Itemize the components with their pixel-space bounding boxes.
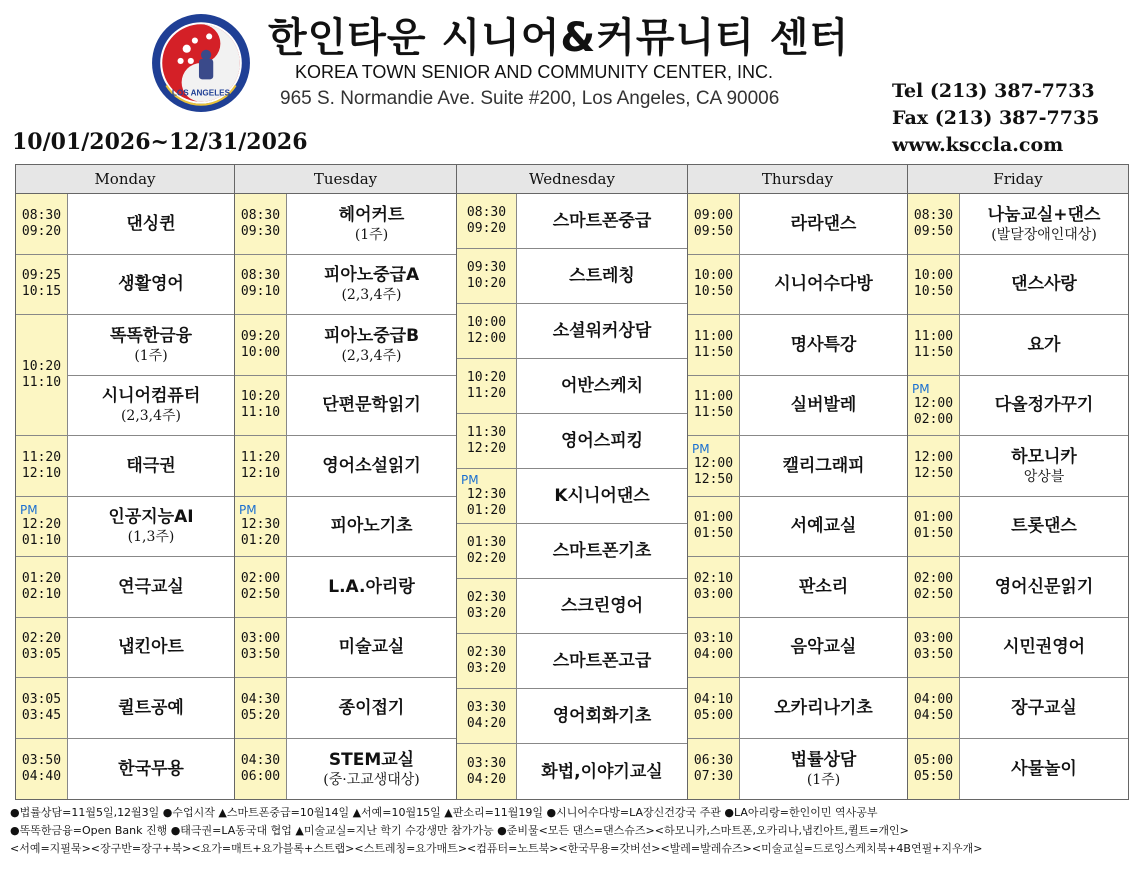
class-title: 스마트폰기초 xyxy=(552,541,652,561)
class-note: (1주) xyxy=(806,771,841,788)
start-time: 03:30 xyxy=(466,755,507,771)
end-time: 10:15 xyxy=(21,284,62,300)
end-time: 02:50 xyxy=(913,586,954,602)
class-name xyxy=(287,194,456,254)
note-line: ●법률상담=11월5일,12월3일 ●수업시작 ▲스마트폰중급=10월14일 ▲서예=10월15일 ▲판소리=11월19일 ●시니어수다방=LA장신건강국 주관 ●LA아리랑=한인이민 역사공부 xyxy=(10,806,878,819)
start-time: 10:00 xyxy=(466,315,507,330)
class-title: 태극권 xyxy=(126,455,176,476)
class-name xyxy=(740,497,907,557)
start-time: 09:20 xyxy=(240,328,281,344)
day-header: Wednesday xyxy=(457,165,687,194)
class-title: 댄스사랑 xyxy=(1011,274,1077,295)
class-name xyxy=(960,376,1128,436)
class-name xyxy=(68,557,234,617)
pm-marker: PM xyxy=(912,381,930,396)
start-time: 11:30 xyxy=(466,425,507,440)
class-title: 화법,이야기교실 xyxy=(541,761,663,782)
end-time: 09:20 xyxy=(466,221,507,236)
class-name xyxy=(740,315,907,375)
class-name xyxy=(960,497,1128,557)
class-title: 스마트폰중급 xyxy=(552,211,652,231)
time-cell xyxy=(235,557,287,618)
class-title: 똑똑한금융 xyxy=(109,325,193,346)
start-time: 10:00 xyxy=(693,268,734,284)
start-time: 04:30 xyxy=(240,752,281,768)
pm-marker: PM xyxy=(239,502,257,517)
class-name xyxy=(740,436,907,496)
start-time: 02:00 xyxy=(913,570,954,586)
end-time: 03:50 xyxy=(913,647,954,663)
end-time: 11:50 xyxy=(693,405,734,421)
class-title: 피아노중급B xyxy=(323,325,420,346)
class-title: 퀼트공예 xyxy=(118,697,184,718)
end-time: 06:00 xyxy=(240,768,281,784)
class-title: 소셜워커상담 xyxy=(552,321,652,341)
class-name xyxy=(68,255,234,315)
day-header: Monday xyxy=(16,165,234,194)
time-cell xyxy=(16,618,68,679)
class-title: 단편문학읽기 xyxy=(322,395,421,416)
class-title: 생활영어 xyxy=(118,274,184,295)
class-title: 트롯댄스 xyxy=(1011,516,1077,537)
start-time: 02:30 xyxy=(466,645,507,660)
class-name xyxy=(287,497,456,557)
time-cell xyxy=(16,315,68,436)
day-column-monday xyxy=(16,165,234,799)
class-title: 미술교실 xyxy=(338,637,405,658)
end-time: 07:30 xyxy=(693,768,734,784)
time-cell xyxy=(688,739,740,800)
time-cell xyxy=(457,469,517,524)
class-name xyxy=(740,255,907,315)
start-time: 03:05 xyxy=(21,691,62,707)
class-title: L.A.아리랑 xyxy=(328,576,415,597)
start-time: 04:00 xyxy=(913,691,954,707)
end-time: 10:50 xyxy=(693,284,734,300)
end-time: 01:50 xyxy=(693,526,734,542)
fax: Fax (213) 387-7735 xyxy=(892,107,1100,129)
end-time: 03:45 xyxy=(21,707,62,723)
class-title: 영어회화기초 xyxy=(552,706,652,726)
time-cell xyxy=(16,436,68,497)
start-time: 08:30 xyxy=(21,207,62,223)
end-time: 01:20 xyxy=(466,502,507,518)
class-title: 장구교실 xyxy=(1011,697,1077,718)
end-time: 04:20 xyxy=(466,771,507,787)
class-title: 연극교실 xyxy=(118,576,184,597)
end-time: 09:30 xyxy=(240,223,281,239)
time-cell xyxy=(688,497,740,558)
class-name xyxy=(287,376,456,436)
start-time: 09:30 xyxy=(466,260,507,275)
end-time: 04:50 xyxy=(913,707,954,723)
class-name xyxy=(517,359,687,413)
time-cell xyxy=(908,436,960,497)
end-time: 02:00 xyxy=(913,411,954,427)
start-time: 09:25 xyxy=(21,268,62,284)
class-name xyxy=(517,414,687,468)
class-title: 캘리그래피 xyxy=(782,455,865,476)
end-time: 11:50 xyxy=(693,344,734,360)
pm-marker: PM xyxy=(692,442,710,457)
start-time: 12:30 xyxy=(466,486,507,502)
class-title: 법률상담 xyxy=(790,749,857,770)
class-name xyxy=(740,739,907,800)
class-name xyxy=(517,579,687,633)
day-column-thursday xyxy=(687,165,907,799)
day-column-friday xyxy=(907,165,1128,799)
class-name xyxy=(740,557,907,617)
class-name xyxy=(517,744,687,799)
class-name xyxy=(740,678,907,738)
end-time: 04:40 xyxy=(21,768,62,784)
start-time: 01:00 xyxy=(913,510,954,526)
start-time: 10:20 xyxy=(240,389,281,405)
time-cell xyxy=(908,739,960,800)
class-title: 오카리나기초 xyxy=(774,697,873,718)
class-title: 사물놀이 xyxy=(1011,758,1077,779)
start-time: 11:20 xyxy=(21,449,62,465)
start-time: 09:00 xyxy=(693,207,734,223)
start-time: 08:30 xyxy=(240,207,281,223)
time-cell xyxy=(688,255,740,316)
end-time: 10:20 xyxy=(466,276,507,291)
end-time: 03:20 xyxy=(466,606,507,621)
class-note: 앙상블 xyxy=(1023,468,1065,485)
class-name xyxy=(287,678,456,738)
class-name xyxy=(517,304,687,358)
class-name xyxy=(740,194,907,254)
start-time: 01:00 xyxy=(693,510,734,526)
time-cell xyxy=(235,376,287,437)
start-time: 03:10 xyxy=(693,631,734,647)
start-time: 08:30 xyxy=(913,207,954,223)
pm-marker: PM xyxy=(461,472,479,487)
end-time: 01:10 xyxy=(21,532,62,548)
class-note: (2,3,4주) xyxy=(120,408,182,425)
time-cell xyxy=(16,678,68,739)
time-cell xyxy=(235,315,287,376)
start-time: 12:00 xyxy=(693,456,734,472)
day-column-wednesday xyxy=(456,165,687,799)
class-name xyxy=(287,255,456,315)
class-note: (1,3주) xyxy=(127,529,175,546)
class-title: 명사특강 xyxy=(790,334,857,355)
class-name xyxy=(287,739,456,800)
time-cell xyxy=(235,678,287,739)
start-time: 01:30 xyxy=(466,535,507,550)
end-time: 03:00 xyxy=(693,586,734,602)
end-time: 12:10 xyxy=(21,465,62,481)
time-cell xyxy=(908,255,960,316)
start-time: 08:30 xyxy=(466,205,507,220)
class-name xyxy=(517,524,687,578)
class-title: STEM교실 xyxy=(328,749,415,770)
time-cell xyxy=(457,359,517,414)
time-cell xyxy=(16,557,68,618)
time-cell xyxy=(688,557,740,618)
time-cell xyxy=(457,744,517,799)
end-time: 02:20 xyxy=(466,551,507,566)
start-time: 03:30 xyxy=(466,700,507,715)
time-cell xyxy=(688,376,740,437)
start-time: 11:00 xyxy=(913,328,954,344)
class-name xyxy=(68,436,234,496)
time-cell xyxy=(457,249,517,304)
class-name xyxy=(960,194,1128,254)
time-cell xyxy=(688,194,740,255)
note-line: <서예=지필묵><장구반=장구+북><요가=매트+요가블록+스트랩><스트레칭=요가매트><컴퓨터=노트북><한국무용=갓버선><발레=발레슈즈><미술교실=드로잉스케치북+4B연필+지우개> xyxy=(10,842,983,855)
time-cell xyxy=(457,579,517,634)
end-time: 09:50 xyxy=(693,223,734,239)
pm-marker: PM xyxy=(20,502,38,517)
time-cell xyxy=(235,497,287,558)
time-cell xyxy=(16,194,68,255)
class-title: 영어신문읽기 xyxy=(994,576,1094,597)
end-time: 03:05 xyxy=(21,647,62,663)
class-title: 스마트폰고급 xyxy=(552,651,652,671)
notes xyxy=(10,804,1136,858)
class-title: 라라댄스 xyxy=(790,213,857,234)
class-name xyxy=(517,634,687,688)
start-time: 06:30 xyxy=(693,752,734,768)
day-header: Thursday xyxy=(688,165,907,194)
class-note: (2,3,4주) xyxy=(341,287,402,304)
time-cell xyxy=(688,436,740,497)
end-time: 10:00 xyxy=(240,344,281,360)
class-name xyxy=(960,436,1128,496)
class-name xyxy=(287,315,456,375)
end-time: 05:20 xyxy=(240,707,281,723)
start-time: 10:00 xyxy=(913,268,954,284)
organization-name: KOREA TOWN SENIOR AND COMMUNITY CENTER, INC. xyxy=(295,62,774,82)
class-title: 실버발레 xyxy=(790,395,857,416)
class-name xyxy=(68,497,234,557)
class-name xyxy=(517,249,687,303)
end-time: 12:20 xyxy=(466,441,507,456)
end-time: 11:50 xyxy=(913,344,954,360)
page-title: 한인타운 시니어&커뮤니티 센터 xyxy=(268,15,850,61)
end-time: 01:20 xyxy=(240,532,281,548)
end-time: 12:50 xyxy=(913,465,954,481)
class-title: 요가 xyxy=(1027,334,1061,355)
start-time: 11:20 xyxy=(240,449,281,465)
class-title: 판소리 xyxy=(798,576,849,597)
time-cell xyxy=(908,376,960,437)
end-time: 02:50 xyxy=(240,586,281,602)
start-time: 02:20 xyxy=(21,631,62,647)
class-title: 냅킨아트 xyxy=(118,637,184,658)
start-time: 02:30 xyxy=(466,590,507,605)
class-title: 종이접기 xyxy=(338,697,405,718)
start-time: 04:10 xyxy=(693,691,734,707)
class-title: 나눔교실+댄스 xyxy=(987,204,1101,225)
start-time: 10:20 xyxy=(466,370,507,385)
start-time: 12:30 xyxy=(240,516,281,532)
end-time: 02:10 xyxy=(21,586,62,602)
class-name xyxy=(740,618,907,678)
website: www.kscсla.com xyxy=(892,134,1064,156)
end-time: 04:00 xyxy=(693,647,734,663)
note-line: ●똑똑한금융=Open Bank 진행 ●태극권=LA동국대 협업 ▲미술교실=지난 학기 수강생만 참가가능 ●준비물<모든 댄스=댄스슈즈><하모니카,스마트폰,오카리나,냅킨아트,퀼트=개인> xyxy=(10,824,909,837)
class-name xyxy=(517,194,687,248)
day-header: Friday xyxy=(908,165,1128,194)
time-cell xyxy=(908,194,960,255)
class-title: 서예교실 xyxy=(790,516,857,537)
class-note: (발달장애인대상) xyxy=(991,226,1097,243)
start-time: 03:00 xyxy=(913,631,954,647)
end-time: 10:50 xyxy=(913,284,954,300)
address: 965 S. Normandie Ave. Suite #200, Los Angeles, CA 90006 xyxy=(280,88,780,109)
class-name xyxy=(287,557,456,617)
phone: Tel (213) 387-7733 xyxy=(892,80,1095,102)
class-title: K시니어댄스 xyxy=(554,486,650,506)
class-title: 시니어컴퓨터 xyxy=(101,386,201,407)
class-name xyxy=(960,618,1128,678)
start-time: 11:00 xyxy=(693,389,734,405)
time-cell xyxy=(908,497,960,558)
center-logo xyxy=(150,12,252,114)
end-time: 12:00 xyxy=(466,331,507,346)
end-time: 03:20 xyxy=(466,661,507,676)
time-cell xyxy=(235,739,287,800)
day-header: Tuesday xyxy=(235,165,456,194)
start-time: 02:00 xyxy=(240,570,281,586)
time-cell xyxy=(235,618,287,679)
end-time: 09:10 xyxy=(240,284,281,300)
day-column-tuesday xyxy=(234,165,456,799)
class-name xyxy=(68,678,234,738)
time-cell xyxy=(688,618,740,679)
start-time: 12:00 xyxy=(913,449,954,465)
class-title: 어반스케치 xyxy=(560,376,644,396)
start-time: 05:00 xyxy=(913,752,954,768)
class-title: 영어스피킹 xyxy=(560,431,644,451)
end-time: 12:50 xyxy=(693,472,734,488)
svg-text:LOS ANGELES: LOS ANGELES xyxy=(171,88,231,98)
class-name xyxy=(960,315,1128,375)
end-time: 04:20 xyxy=(466,716,507,731)
class-title: 헤어커트 xyxy=(338,204,405,225)
class-name xyxy=(740,376,907,436)
start-time: 03:00 xyxy=(240,631,281,647)
time-cell xyxy=(688,315,740,376)
time-cell xyxy=(457,524,517,579)
class-note: (2,3,4주) xyxy=(341,347,402,364)
class-note: (1주) xyxy=(354,226,389,243)
class-name xyxy=(960,739,1128,800)
class-name xyxy=(68,194,234,254)
time-cell xyxy=(457,414,517,469)
class-title: 음악교실 xyxy=(790,637,857,658)
time-cell xyxy=(235,255,287,316)
class-name xyxy=(68,618,234,678)
time-cell xyxy=(235,436,287,497)
class-name xyxy=(517,689,687,743)
class-title: 시니어수다방 xyxy=(774,274,873,295)
end-time: 12:10 xyxy=(240,465,281,481)
class-name xyxy=(960,678,1128,738)
start-time: 04:30 xyxy=(240,691,281,707)
class-title: 스크린영어 xyxy=(560,596,644,616)
end-time: 01:50 xyxy=(913,526,954,542)
class-name xyxy=(287,436,456,496)
class-note: (1주) xyxy=(134,347,168,364)
time-cell xyxy=(16,739,68,800)
class-title: 피아노중급A xyxy=(323,265,420,286)
time-cell xyxy=(16,497,68,558)
class-title: 다올정가꾸기 xyxy=(994,395,1094,416)
end-time: 11:10 xyxy=(21,375,62,390)
start-time: 02:10 xyxy=(693,570,734,586)
class-title: 스트레칭 xyxy=(569,266,635,286)
class-title: 댄싱퀸 xyxy=(126,213,176,234)
start-time: 10:20 xyxy=(21,359,62,374)
class-title: 인공지능AI xyxy=(108,507,194,528)
start-time: 12:20 xyxy=(21,516,62,532)
end-time: 09:20 xyxy=(21,223,62,239)
date-range: 10/01/2026~12/31/2026 xyxy=(12,129,308,155)
start-time: 08:30 xyxy=(240,268,281,284)
time-cell xyxy=(908,618,960,679)
class-name xyxy=(68,376,234,436)
start-time: 03:50 xyxy=(21,752,62,768)
end-time: 11:10 xyxy=(240,405,281,421)
end-time: 11:20 xyxy=(466,386,507,401)
class-name xyxy=(517,469,687,523)
time-cell xyxy=(457,634,517,689)
time-cell xyxy=(908,315,960,376)
end-time: 05:00 xyxy=(693,707,734,723)
class-title: 영어소설읽기 xyxy=(322,455,421,476)
start-time: 12:00 xyxy=(913,395,954,411)
start-time: 11:00 xyxy=(693,328,734,344)
time-cell xyxy=(235,194,287,255)
time-cell xyxy=(457,304,517,359)
time-cell xyxy=(688,678,740,739)
end-time: 03:50 xyxy=(240,647,281,663)
class-title: 하모니카 xyxy=(1011,446,1077,467)
time-cell xyxy=(457,194,517,249)
time-cell xyxy=(457,689,517,744)
time-cell xyxy=(908,557,960,618)
class-title: 피아노기초 xyxy=(330,516,413,537)
time-cell xyxy=(16,255,68,316)
class-title: 시민권영어 xyxy=(1002,637,1086,658)
end-time: 05:50 xyxy=(913,768,954,784)
class-note: (중·고교생대상) xyxy=(323,771,420,788)
class-name xyxy=(68,315,234,375)
class-name xyxy=(287,618,456,678)
end-time: 09:50 xyxy=(913,223,954,239)
schedule-grid xyxy=(15,164,1129,800)
class-title: 한국무용 xyxy=(118,758,184,779)
time-cell xyxy=(908,678,960,739)
class-name xyxy=(68,739,234,800)
start-time: 01:20 xyxy=(21,570,62,586)
class-name xyxy=(960,255,1128,315)
class-name xyxy=(960,557,1128,617)
